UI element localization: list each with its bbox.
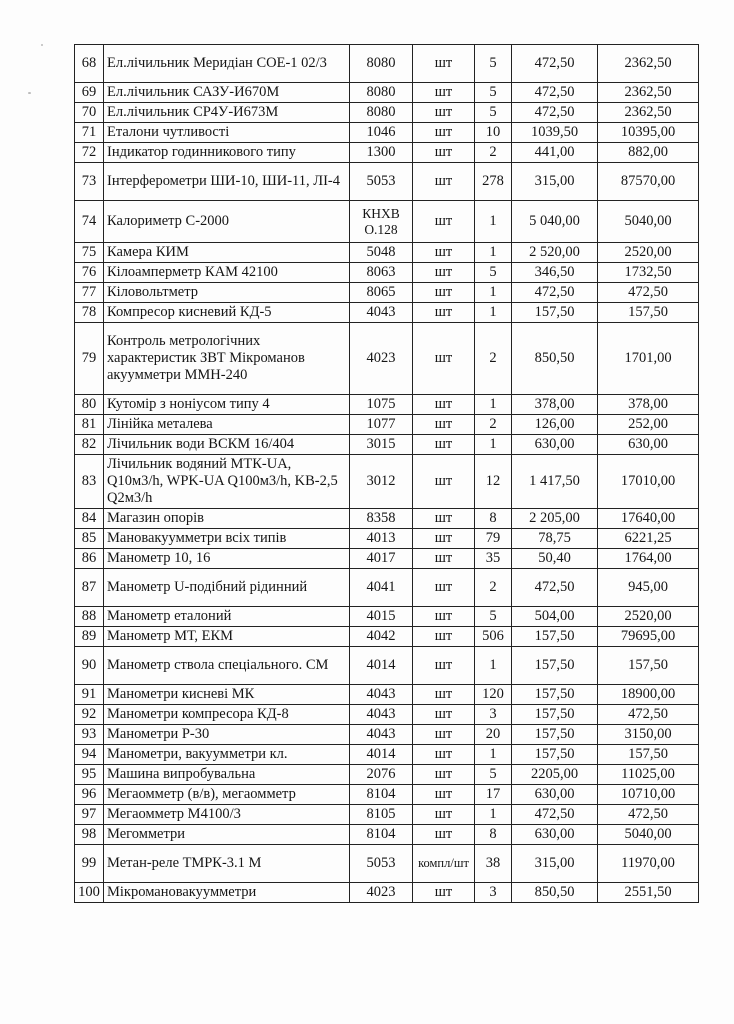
table-row <box>75 395 699 415</box>
cell-sum: 630,00 <box>598 435 699 455</box>
cell-qty: 35 <box>475 549 512 569</box>
cell-code: 8063 <box>350 263 413 283</box>
cell-price: 157,50 <box>512 647 598 685</box>
cell-name: Ел.лічильник САЗУ-И670М <box>104 83 350 103</box>
cell-no: 98 <box>75 825 104 845</box>
cell-no: 88 <box>75 607 104 627</box>
cell-no: 85 <box>75 529 104 549</box>
table-row <box>75 647 699 685</box>
scan-speck <box>28 92 31 94</box>
cell-code: 4017 <box>350 549 413 569</box>
cell-sum: 2520,00 <box>598 243 699 263</box>
cell-sum: 2520,00 <box>598 607 699 627</box>
table-row <box>75 725 699 745</box>
cell-price: 630,00 <box>512 435 598 455</box>
cell-code: 8080 <box>350 103 413 123</box>
cell-sum: 18900,00 <box>598 685 699 705</box>
cell-price: 157,50 <box>512 685 598 705</box>
table-row <box>75 685 699 705</box>
cell-code: 4014 <box>350 647 413 685</box>
cell-name: Манометри, вакуумметри кл. <box>104 745 350 765</box>
cell-no: 86 <box>75 549 104 569</box>
cell-name: Манометри компресора КД-8 <box>104 705 350 725</box>
table-row <box>75 143 699 163</box>
cell-qty: 5 <box>475 45 512 83</box>
cell-no: 79 <box>75 323 104 395</box>
cell-unit: шт <box>413 627 475 647</box>
cell-unit: шт <box>413 83 475 103</box>
cell-unit: шт <box>413 415 475 435</box>
table-row <box>75 83 699 103</box>
cell-unit: шт <box>413 143 475 163</box>
table-row <box>75 283 699 303</box>
cell-price: 315,00 <box>512 845 598 883</box>
table-row <box>75 529 699 549</box>
cell-sum: 6221,25 <box>598 529 699 549</box>
cell-code: 4013 <box>350 529 413 549</box>
table-row <box>75 705 699 725</box>
table-row <box>75 825 699 845</box>
table-row <box>75 805 699 825</box>
cell-price: 346,50 <box>512 263 598 283</box>
cell-sum: 17640,00 <box>598 509 699 529</box>
cell-qty: 278 <box>475 163 512 201</box>
cell-sum: 2551,50 <box>598 883 699 903</box>
cell-unit: шт <box>413 283 475 303</box>
cell-unit: шт <box>413 785 475 805</box>
cell-price: 472,50 <box>512 103 598 123</box>
cell-unit: шт <box>413 323 475 395</box>
cell-name: Машина випробувальна <box>104 765 350 785</box>
cell-price: 157,50 <box>512 725 598 745</box>
cell-price: 630,00 <box>512 825 598 845</box>
cell-sum: 87570,00 <box>598 163 699 201</box>
cell-name: Компресор кисневий КД-5 <box>104 303 350 323</box>
cell-code: 4043 <box>350 303 413 323</box>
cell-qty: 2 <box>475 143 512 163</box>
cell-name: Манометр МТ, ЕКМ <box>104 627 350 647</box>
cell-no: 76 <box>75 263 104 283</box>
cell-code: 4043 <box>350 705 413 725</box>
table-row <box>75 569 699 607</box>
cell-code: 4023 <box>350 323 413 395</box>
cell-name: Камера КИМ <box>104 243 350 263</box>
cell-qty: 120 <box>475 685 512 705</box>
table-row <box>75 627 699 647</box>
cell-price: 472,50 <box>512 805 598 825</box>
cell-unit: компл/шт <box>413 845 475 883</box>
cell-no: 95 <box>75 765 104 785</box>
cell-unit: шт <box>413 123 475 143</box>
cell-price: 157,50 <box>512 303 598 323</box>
cell-qty: 1 <box>475 243 512 263</box>
table-row <box>75 607 699 627</box>
cell-no: 69 <box>75 83 104 103</box>
cell-code: 1075 <box>350 395 413 415</box>
cell-unit: шт <box>413 435 475 455</box>
cell-sum: 472,50 <box>598 283 699 303</box>
cell-price: 315,00 <box>512 163 598 201</box>
cell-name: Мановакуумметри всіх типів <box>104 529 350 549</box>
cell-code: 4043 <box>350 685 413 705</box>
cell-qty: 8 <box>475 509 512 529</box>
cell-unit: шт <box>413 805 475 825</box>
cell-no: 97 <box>75 805 104 825</box>
cell-qty: 3 <box>475 883 512 903</box>
cell-name: Мегаомметр М4100/3 <box>104 805 350 825</box>
cell-price: 50,40 <box>512 549 598 569</box>
cell-sum: 2362,50 <box>598 45 699 83</box>
table-row <box>75 745 699 765</box>
cell-name: Мікромановакуумметри <box>104 883 350 903</box>
cell-code: 8104 <box>350 785 413 805</box>
cell-sum: 5040,00 <box>598 825 699 845</box>
cell-code: 1046 <box>350 123 413 143</box>
cell-sum: 252,00 <box>598 415 699 435</box>
cell-price: 850,50 <box>512 883 598 903</box>
table-row <box>75 45 699 83</box>
cell-sum: 79695,00 <box>598 627 699 647</box>
cell-unit: шт <box>413 883 475 903</box>
table-row <box>75 883 699 903</box>
cell-code: 8105 <box>350 805 413 825</box>
cell-code: 4043 <box>350 725 413 745</box>
cell-code: 4023 <box>350 883 413 903</box>
cell-unit: шт <box>413 569 475 607</box>
cell-unit: шт <box>413 201 475 243</box>
cell-qty: 38 <box>475 845 512 883</box>
cell-no: 92 <box>75 705 104 725</box>
cell-qty: 2 <box>475 569 512 607</box>
cell-name: Кіловольтметр <box>104 283 350 303</box>
cell-unit: шт <box>413 825 475 845</box>
cell-unit: шт <box>413 685 475 705</box>
cell-price: 2 520,00 <box>512 243 598 263</box>
cell-code: 3015 <box>350 435 413 455</box>
cell-unit: шт <box>413 725 475 745</box>
cell-code: 4015 <box>350 607 413 627</box>
cell-unit: шт <box>413 529 475 549</box>
cell-code: 8080 <box>350 83 413 103</box>
cell-unit: шт <box>413 509 475 529</box>
cell-sum: 17010,00 <box>598 455 699 509</box>
cell-name: Лічильник води ВСКМ 16/404 <box>104 435 350 455</box>
cell-no: 68 <box>75 45 104 83</box>
table-row <box>75 263 699 283</box>
cell-qty: 5 <box>475 83 512 103</box>
table-row <box>75 455 699 509</box>
cell-price: 1 417,50 <box>512 455 598 509</box>
table-row <box>75 243 699 263</box>
cell-code: 8358 <box>350 509 413 529</box>
cell-sum: 157,50 <box>598 745 699 765</box>
cell-price: 504,00 <box>512 607 598 627</box>
table-row <box>75 765 699 785</box>
cell-price: 630,00 <box>512 785 598 805</box>
cell-no: 91 <box>75 685 104 705</box>
cell-no: 89 <box>75 627 104 647</box>
cell-qty: 79 <box>475 529 512 549</box>
cell-price: 157,50 <box>512 627 598 647</box>
cell-no: 78 <box>75 303 104 323</box>
cell-name: Кілоамперметр КАМ 42100 <box>104 263 350 283</box>
cell-sum: 472,50 <box>598 705 699 725</box>
cell-sum: 2362,50 <box>598 103 699 123</box>
cell-no: 83 <box>75 455 104 509</box>
cell-unit: шт <box>413 395 475 415</box>
cell-qty: 5 <box>475 765 512 785</box>
table-row <box>75 415 699 435</box>
cell-no: 70 <box>75 103 104 123</box>
cell-sum: 1701,00 <box>598 323 699 395</box>
cell-price: 472,50 <box>512 283 598 303</box>
cell-price: 2205,00 <box>512 765 598 785</box>
cell-code: 4042 <box>350 627 413 647</box>
cell-code: 8080 <box>350 45 413 83</box>
cell-sum: 472,50 <box>598 805 699 825</box>
table-row <box>75 123 699 143</box>
cell-unit: шт <box>413 45 475 83</box>
cell-code: 5048 <box>350 243 413 263</box>
cell-qty: 17 <box>475 785 512 805</box>
cell-price: 78,75 <box>512 529 598 549</box>
cell-qty: 1 <box>475 745 512 765</box>
table-row <box>75 201 699 243</box>
cell-no: 87 <box>75 569 104 607</box>
cell-no: 99 <box>75 845 104 883</box>
cell-price: 472,50 <box>512 45 598 83</box>
cell-name: Манометри Р-30 <box>104 725 350 745</box>
cell-unit: шт <box>413 647 475 685</box>
cell-sum: 1764,00 <box>598 549 699 569</box>
cell-qty: 2 <box>475 415 512 435</box>
table-row <box>75 785 699 805</box>
cell-qty: 1 <box>475 805 512 825</box>
scan-speck <box>41 44 43 46</box>
cell-qty: 12 <box>475 455 512 509</box>
cell-sum: 11970,00 <box>598 845 699 883</box>
cell-price: 850,50 <box>512 323 598 395</box>
cell-name: Лічильник водяний МТК-UA, Q10м3/h, WPK-UA Q100м3/h, KB-2,5 Q2м3/h <box>104 455 350 509</box>
cell-no: 74 <box>75 201 104 243</box>
cell-sum: 10395,00 <box>598 123 699 143</box>
cell-name: Калориметр С-2000 <box>104 201 350 243</box>
table-row <box>75 845 699 883</box>
cell-sum: 378,00 <box>598 395 699 415</box>
cell-name: Контроль метрологічних характеристик ЗВТ Мікроманов акуумметри ММН-240 <box>104 323 350 395</box>
cell-unit: шт <box>413 103 475 123</box>
cell-qty: 5 <box>475 263 512 283</box>
cell-sum: 2362,50 <box>598 83 699 103</box>
cell-no: 80 <box>75 395 104 415</box>
cell-no: 72 <box>75 143 104 163</box>
cell-name: Магазин опорів <box>104 509 350 529</box>
cell-price: 378,00 <box>512 395 598 415</box>
cell-qty: 8 <box>475 825 512 845</box>
cell-name: Індикатор годинникового типу <box>104 143 350 163</box>
cell-sum: 11025,00 <box>598 765 699 785</box>
cell-code: 4014 <box>350 745 413 765</box>
cell-code: 8104 <box>350 825 413 845</box>
cell-qty: 1 <box>475 201 512 243</box>
table-row <box>75 103 699 123</box>
cell-code: 2076 <box>350 765 413 785</box>
table-row <box>75 435 699 455</box>
cell-sum: 5040,00 <box>598 201 699 243</box>
cell-qty: 506 <box>475 627 512 647</box>
cell-price: 2 205,00 <box>512 509 598 529</box>
cell-unit: шт <box>413 607 475 627</box>
cell-sum: 3150,00 <box>598 725 699 745</box>
cell-code: 8065 <box>350 283 413 303</box>
cell-price: 126,00 <box>512 415 598 435</box>
cell-no: 96 <box>75 785 104 805</box>
cell-qty: 1 <box>475 647 512 685</box>
cell-name: Ел.лічильник Меридіан СОЕ-1 02/3 <box>104 45 350 83</box>
cell-price: 157,50 <box>512 745 598 765</box>
cell-qty: 10 <box>475 123 512 143</box>
cell-no: 94 <box>75 745 104 765</box>
cell-no: 82 <box>75 435 104 455</box>
cell-name: Кутомір з ноніусом типу 4 <box>104 395 350 415</box>
cell-qty: 5 <box>475 607 512 627</box>
cell-code: 1300 <box>350 143 413 163</box>
cell-code: 1077 <box>350 415 413 435</box>
cell-unit: шт <box>413 303 475 323</box>
cell-no: 71 <box>75 123 104 143</box>
cell-sum: 882,00 <box>598 143 699 163</box>
cell-sum: 157,50 <box>598 647 699 685</box>
cell-code: 3012 <box>350 455 413 509</box>
cell-price: 441,00 <box>512 143 598 163</box>
cell-qty: 1 <box>475 435 512 455</box>
cell-price: 157,50 <box>512 705 598 725</box>
cell-qty: 1 <box>475 303 512 323</box>
table-row <box>75 549 699 569</box>
cell-name: Мегомметри <box>104 825 350 845</box>
cell-unit: шт <box>413 705 475 725</box>
cell-price: 472,50 <box>512 569 598 607</box>
cell-qty: 5 <box>475 103 512 123</box>
cell-no: 75 <box>75 243 104 263</box>
price-table <box>74 44 699 903</box>
cell-no: 73 <box>75 163 104 201</box>
cell-price: 472,50 <box>512 83 598 103</box>
cell-unit: шт <box>413 549 475 569</box>
cell-no: 100 <box>75 883 104 903</box>
cell-price: 1039,50 <box>512 123 598 143</box>
cell-sum: 1732,50 <box>598 263 699 283</box>
cell-sum: 945,00 <box>598 569 699 607</box>
cell-no: 77 <box>75 283 104 303</box>
cell-code: 5053 <box>350 163 413 201</box>
cell-qty: 1 <box>475 283 512 303</box>
table-body <box>75 45 699 903</box>
cell-no: 81 <box>75 415 104 435</box>
cell-unit: шт <box>413 163 475 201</box>
cell-unit: шт <box>413 263 475 283</box>
table-row <box>75 323 699 395</box>
cell-unit: шт <box>413 745 475 765</box>
cell-no: 90 <box>75 647 104 685</box>
cell-name: Манометр U-подібний рідинний <box>104 569 350 607</box>
cell-name: Мегаомметр (в/в), мегаомметр <box>104 785 350 805</box>
cell-qty: 2 <box>475 323 512 395</box>
table-row <box>75 163 699 201</box>
cell-code: 5053 <box>350 845 413 883</box>
cell-name: Еталони чутливості <box>104 123 350 143</box>
cell-sum: 10710,00 <box>598 785 699 805</box>
cell-unit: шт <box>413 455 475 509</box>
cell-price: 5 040,00 <box>512 201 598 243</box>
cell-name: Метан-реле ТМРК-3.1 М <box>104 845 350 883</box>
table-row <box>75 303 699 323</box>
cell-qty: 20 <box>475 725 512 745</box>
cell-no: 84 <box>75 509 104 529</box>
cell-no: 93 <box>75 725 104 745</box>
cell-unit: шт <box>413 765 475 785</box>
cell-unit: шт <box>413 243 475 263</box>
cell-name: Манометр еталоний <box>104 607 350 627</box>
cell-sum: 157,50 <box>598 303 699 323</box>
cell-name: Манометр 10, 16 <box>104 549 350 569</box>
cell-code: 4041 <box>350 569 413 607</box>
cell-name: Лінійка металева <box>104 415 350 435</box>
cell-name: Ел.лічильник СР4У-И673М <box>104 103 350 123</box>
cell-name: Інтерферометри ШИ-10, ШИ-11, ЛІ-4 <box>104 163 350 201</box>
cell-code: КНХВ О.128 <box>350 201 413 243</box>
cell-qty: 1 <box>475 395 512 415</box>
cell-name: Манометр ствола спеціального. СМ <box>104 647 350 685</box>
cell-qty: 3 <box>475 705 512 725</box>
cell-name: Манометри кисневі МК <box>104 685 350 705</box>
table-row <box>75 509 699 529</box>
